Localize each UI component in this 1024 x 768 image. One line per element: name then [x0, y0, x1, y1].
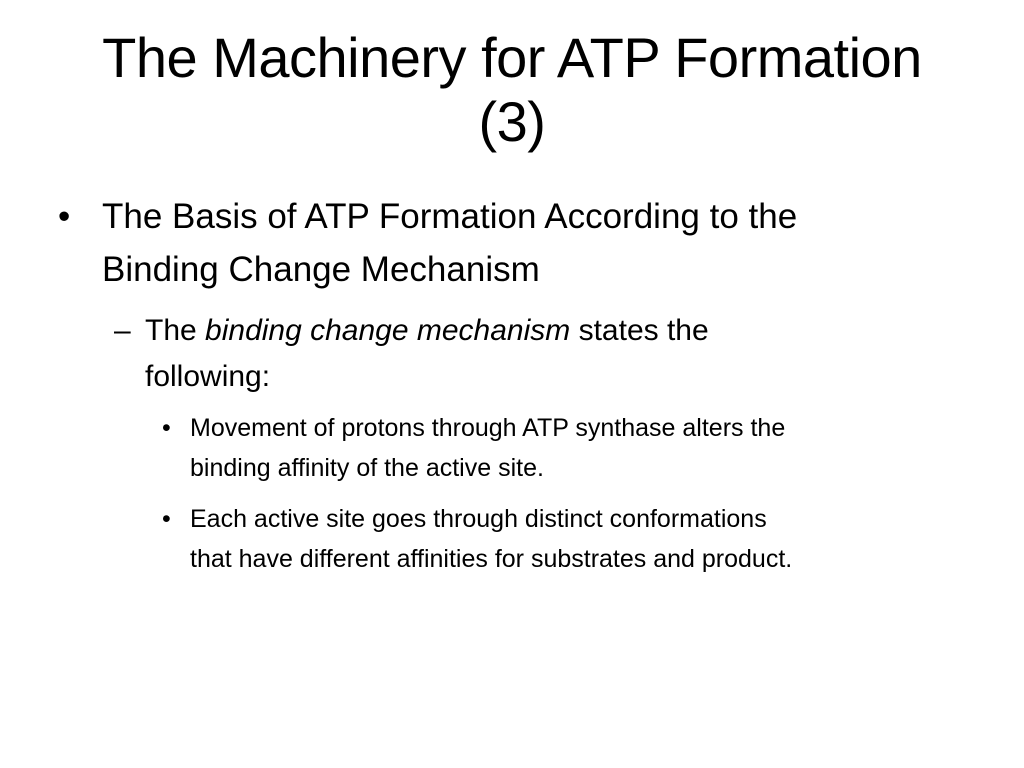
bullet-dot-icon: •: [162, 414, 171, 442]
bullet-dot-icon: •: [58, 197, 71, 236]
bullet-level-1-line-2: Binding Change Mechanism: [102, 250, 540, 289]
slide-title: [60, 26, 964, 154]
bullet-level-3-line-2: binding affinity of the active site.: [190, 454, 544, 482]
dash-bullet-icon: –: [114, 314, 131, 347]
bullet-level-1-text: [102, 190, 952, 296]
slide-title-line-1: The Machinery for ATP Formation: [102, 26, 922, 89]
bullet-level-2-text: [145, 308, 885, 400]
bullet-level-3-line-2: that have different affinities for substrates and product.: [190, 545, 793, 573]
bullet-level-2-line-1: [145, 308, 885, 354]
bullet-level-2-suffix: states the: [570, 314, 709, 347]
bullet-level-2-prefix: The: [145, 314, 206, 347]
bullet-level-3-line-1: Each active site goes through distinct conformations: [190, 505, 767, 533]
bullet-level-3-line-1: Movement of protons through ATP synthase alters the: [190, 414, 786, 442]
bullet-level-2-line-2: following:: [145, 360, 271, 393]
bullet-level-3-text: [190, 499, 970, 579]
bullet-dot-icon: •: [162, 505, 171, 533]
bullet-level-2-emphasis: binding change mechanism: [205, 314, 571, 347]
bullet-level-1-line-1: The Basis of ATP Formation According to the: [102, 197, 798, 236]
slide-title-line-2: (3): [478, 90, 546, 153]
bullet-level-3-text: [190, 408, 970, 488]
